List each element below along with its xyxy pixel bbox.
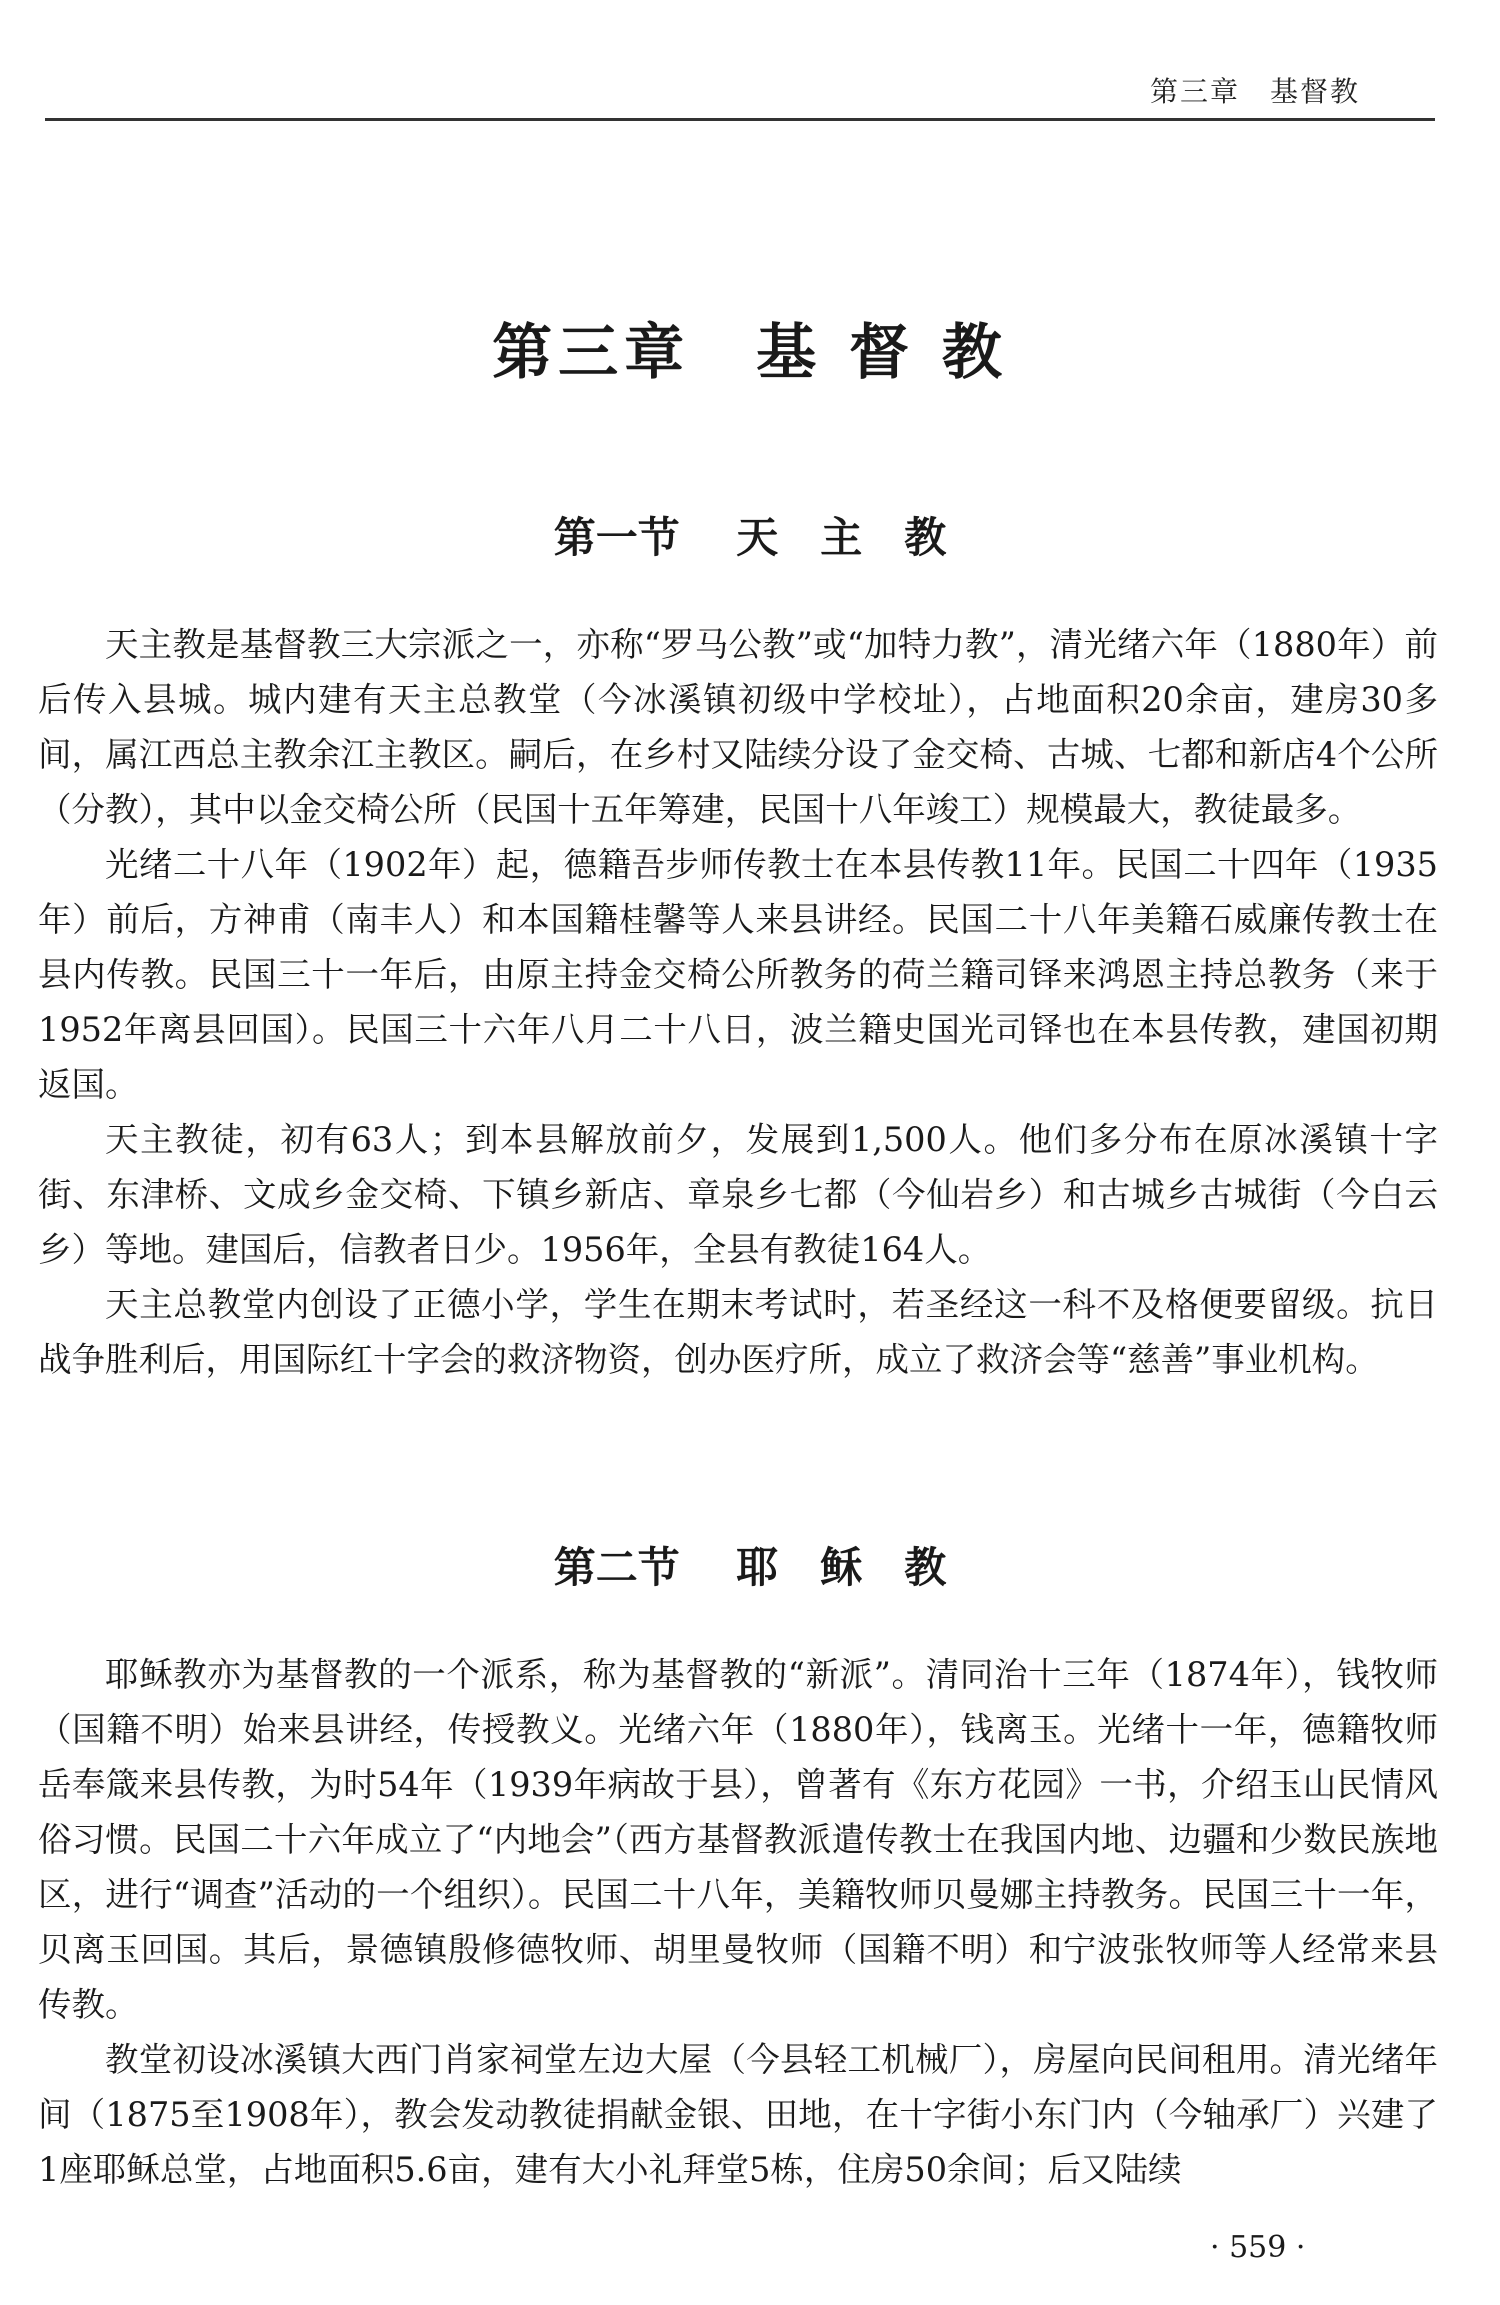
header-rule (45, 118, 1435, 121)
page-number: · 559 · (1210, 2230, 1306, 2265)
chapter-title: 第三章 基 督 教 (492, 318, 1008, 388)
paragraph: 天主总教堂内创设了正德小学，学生在期末考试时，若圣经这一科不及格便要留级。抗日战争胜利后，用国际红十字会的救济物资，创办医疗所，成立了救济会等“慈善”事业机构。 (38, 1285, 1438, 1379)
paragraph: 光绪二十八年（1902年）起，德籍吾步师传教士在本县传教11年。民国二十四年（1935年）前后，方神甫（南丰人）和本国籍桂馨等人来县讲经。民国二十八年美籍石威廉传教士在县内传教。民国三十一年后，由原主持金交椅公所教务的荷兰籍司铎来鸿恩主持总教务（来于1952年离县回国）。民国三十六年八月二十八日，波兰籍史国光司铎也在本县传教，建国初期返国。 (38, 845, 1438, 1104)
paragraph: 天主教是基督教三大宗派之一，亦称“罗马公教”或“加特力教”，清光绪六年（1880年）前后传入县城。城内建有天主总教堂（今冰溪镇初级中学校址），占地面积20余亩，建房30多间，属江西总主教余江主教区。嗣后，在乡村又陆续分设了金交椅、古城、七都和新店4个公所（分教），其中以金交椅公所（民国十五年筹建，民国十八年竣工）规模最大，教徒最多。 (38, 625, 1438, 829)
section-title-protestantism: 第二节 耶 稣 教 (553, 1543, 947, 1592)
paragraph: 耶稣教亦为基督教的一个派系，称为基督教的“新派”。清同治十三年（1874年），钱牧师（国籍不明）始来县讲经，传授教义。光绪六年（1880年），钱离玉。光绪十一年，德籍牧师岳奉箴来县传教，为时54年（1939年病故于县），曾著有《东方花园》一书，介绍玉山民情风俗习惯。民国二十六年成立了“内地会”（西方基督教派遣传教士在我国内地、边疆和少数民族地区，进行“调查”活动的一个组织）。民国二十八年，美籍牧师贝曼娜主持教务。民国三十一年，贝离玉回国。其后，景德镇殷修德牧师、胡里曼牧师（国籍不明）和宁波张牧师等人经常来县传教。 (38, 1655, 1438, 2024)
paragraph: 教堂初设冰溪镇大西门肖家祠堂左边大屋（今县轻工机械厂），房屋向民间租用。清光绪年间（1875至1908年），教会发动教徒捐献金银、田地，在十字街小东门内（今轴承厂）兴建了1座耶稣总堂，占地面积5.6亩，建有大小礼拜堂5栋，住房50余间；后又陆续 (38, 2040, 1438, 2189)
section-body-catholicism (38, 617, 1438, 1387)
paragraph: 天主教徒，初有63人；到本县解放前夕，发展到1,500人。他们多分布在原冰溪镇十字街、东津桥、文成乡金交椅、下镇乡新店、章泉乡七都（今仙岩乡）和古城乡古城街（今白云乡）等地。建国后，信教者日少。1956年，全县有教徒164人。 (38, 1120, 1438, 1269)
section-title-catholicism: 第一节 天 主 教 (553, 513, 947, 562)
section-body-protestantism (38, 1647, 1438, 2197)
running-header: 第三章 基督教 (1150, 75, 1361, 108)
